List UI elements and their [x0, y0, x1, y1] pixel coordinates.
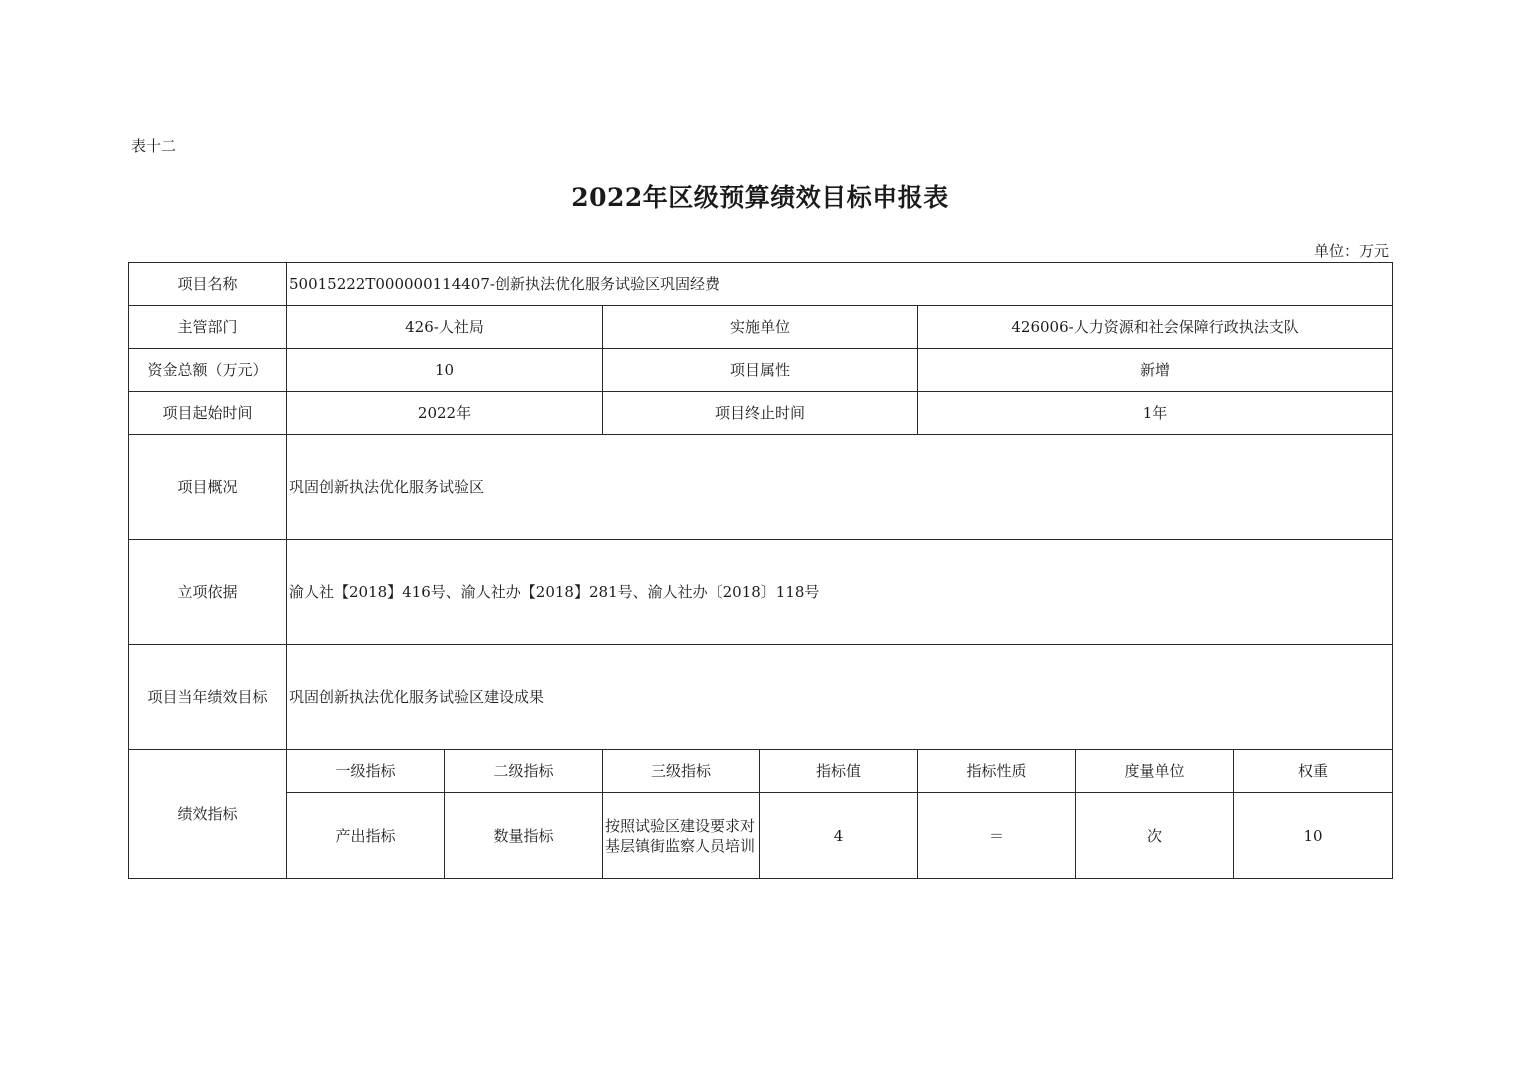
table-row-goal [129, 645, 1393, 750]
indicator-nature: ＝ [918, 793, 1076, 879]
goal-value: 巩固创新执法优化服务试验区建设成果 [287, 645, 1393, 750]
implementing-unit-label: 实施单位 [603, 306, 918, 349]
basis-label: 立项依据 [129, 540, 287, 645]
fund-total-value: 10 [287, 349, 603, 392]
department-label: 主管部门 [129, 306, 287, 349]
indicator-weight: 10 [1234, 793, 1393, 879]
end-time-value: 1年 [918, 392, 1393, 435]
column-header-level2: 二级指标 [445, 750, 603, 793]
table-row-fund [129, 349, 1393, 392]
table-row [129, 793, 1393, 879]
document-title: 2022年区级预算绩效目标申报表 [571, 183, 949, 212]
column-header-nature: 指标性质 [918, 750, 1076, 793]
indicator-level3: 按照试验区建设要求对基层镇街监察人员培训 [603, 793, 760, 879]
fund-total-label: 资金总额（万元） [129, 349, 287, 392]
indicator-level2: 数量指标 [445, 793, 603, 879]
indicator-unit: 次 [1076, 793, 1234, 879]
start-time-label: 项目起始时间 [129, 392, 287, 435]
implementing-unit-value: 426006-人力资源和社会保障行政执法支队 [918, 306, 1393, 349]
column-header-level3: 三级指标 [603, 750, 760, 793]
unit-label: 单位：万元 [1313, 242, 1389, 260]
project-name-label: 项目名称 [129, 263, 287, 306]
indicator-level1: 产出指标 [287, 793, 445, 879]
overview-label: 项目概况 [129, 435, 287, 540]
table-row-time [129, 392, 1393, 435]
column-header-weight: 权重 [1234, 750, 1393, 793]
overview-value: 巩固创新执法优化服务试验区 [287, 435, 1393, 540]
table-row-department [129, 306, 1393, 349]
indicators-section-label: 绩效指标 [129, 750, 287, 879]
table-row-indicator-header [129, 750, 1393, 793]
table-row-overview [129, 435, 1393, 540]
project-attribute-label: 项目属性 [603, 349, 918, 392]
indicator-value: 4 [760, 793, 918, 879]
column-header-level1: 一级指标 [287, 750, 445, 793]
table-number: 表十二 [131, 137, 177, 155]
table-row-basis [129, 540, 1393, 645]
goal-label: 项目当年绩效目标 [129, 645, 287, 750]
project-attribute-value: 新增 [918, 349, 1393, 392]
basis-value: 渝人社【2018】416号、渝人社办【2018】281号、渝人社办〔2018〕118号 [287, 540, 1393, 645]
table-row-project-name [129, 263, 1393, 306]
column-header-unit: 度量单位 [1076, 750, 1234, 793]
start-time-value: 2022年 [287, 392, 603, 435]
column-header-value: 指标值 [760, 750, 918, 793]
project-name-value: 50015222T000000114407-创新执法优化服务试验区巩固经费 [287, 263, 1393, 306]
end-time-label: 项目终止时间 [603, 392, 918, 435]
department-value: 426-人社局 [287, 306, 603, 349]
budget-performance-table [128, 262, 1393, 879]
